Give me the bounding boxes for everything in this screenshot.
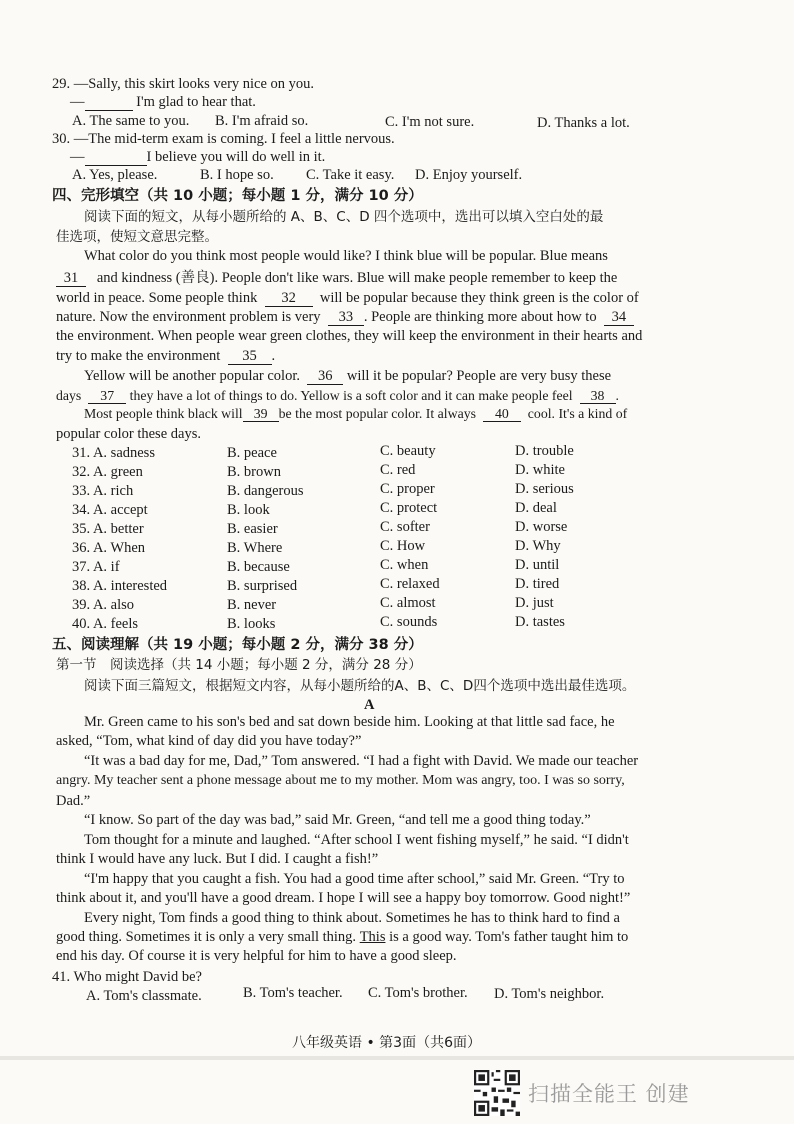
cloze-option-33-a: 33. A. rich: [72, 483, 134, 499]
cloze-option-34-a: 34. A. accept: [72, 502, 148, 518]
cloze-heading: 四、完形填空（共 10 小题；每小题 1 分，满分 10 分）: [52, 188, 423, 204]
cloze-option-35-c: C. softer: [380, 519, 430, 535]
cloze-line-3: [56, 289, 639, 307]
cloze-line-4: [56, 308, 634, 326]
passage-line-3: “It was a bad day for me, Dad,” Tom answered. “I had a fight with David. We made our teacher: [84, 753, 639, 769]
blank-32: 32: [265, 291, 313, 307]
cloze-instruction-1: 阅读下面的短文，从每小题所给的 A、B、C、D 四个选项中，选出可以填入空白处的最: [84, 209, 604, 225]
cloze-line-9-a: Most people think black will: [84, 406, 243, 421]
cloze-option-32-d: D. white: [515, 462, 565, 478]
q30-option-c: C. Take it easy.: [306, 167, 395, 183]
cloze-option-33-b: B. dangerous: [227, 483, 304, 499]
cloze-line-7-b: will it be popular? People are very busy these: [346, 368, 612, 384]
cloze-option-32-c: C. red: [380, 462, 416, 478]
cloze-line-8-a: days: [56, 388, 82, 403]
cloze-line-8-c: .: [615, 388, 619, 403]
q30-option-d: D. Enjoy yourself.: [415, 167, 523, 183]
underlined-this: This: [359, 929, 386, 945]
cloze-line-2-text: and kindness (善良). People don't like wars. Blue will make people remember to keep the: [96, 270, 618, 286]
passage-title: A: [364, 697, 375, 713]
passage-line-7: Tom thought for a minute and laughed. “After school I went fishing myself,” he said. “I didn't: [84, 832, 629, 848]
cloze-option-38-a: 38. A. interested: [72, 578, 168, 594]
cloze-option-40-d: D. tastes: [515, 614, 565, 630]
cloze-line-7: [84, 367, 611, 385]
q29-stem: 29. —Sally, this skirt looks very nice on you.: [52, 76, 315, 92]
cloze-option-37-d: D. until: [515, 557, 560, 573]
cloze-option-31-c: C. beauty: [380, 443, 436, 459]
blank-36: 36: [307, 369, 343, 385]
cloze-option-35-a: 35. A. better: [72, 521, 144, 537]
blank-39: 39: [243, 406, 279, 422]
scan-edge: [0, 1056, 794, 1060]
page-footer: 八年级英语 • 第3面（共6面）: [292, 1035, 481, 1051]
q29-option-b: B. I'm afraid so.: [215, 113, 309, 129]
passage-line-10: think about it, and you'll have a good dream. I hope I will see a happy boy tomorrow. Good night!”: [56, 890, 631, 906]
cloze-option-38-b: B. surprised: [227, 578, 298, 594]
blank-40: 40: [483, 406, 521, 422]
passage-line-6: “I know. So part of the day was bad,” said Mr. Green, “and tell me a good thing today.”: [84, 812, 591, 828]
cloze-option-40-b: B. looks: [227, 616, 276, 632]
cloze-line-5: the environment. When people wear green clothes, they will keep the environment in their hearts and: [56, 328, 643, 344]
passage-line-12-b: is a good way. Tom's father taught him to: [389, 929, 629, 945]
passage-line-8: think I would have any luck. But I did. I caught a fish!”: [56, 851, 379, 867]
cloze-line-3-a: world in peace. Some people think: [56, 290, 258, 306]
cloze-option-36-c: C. How: [380, 538, 426, 554]
cloze-option-36-b: B. Where: [227, 540, 283, 556]
cloze-option-34-c: C. protect: [380, 500, 438, 516]
cloze-line-9-c: cool. It's a kind of: [527, 406, 628, 421]
cloze-option-39-b: B. never: [227, 597, 277, 613]
q30-stem: 30. —The mid-term exam is coming. I feel a little nervous.: [52, 131, 395, 147]
cloze-option-31-a: 31. A. sadness: [72, 445, 155, 461]
q29-blank: [85, 95, 133, 111]
q29-option-a: A. The same to you.: [72, 113, 190, 129]
q29-reply-text: I'm glad to hear that.: [136, 94, 256, 110]
cloze-line-7-a: Yellow will be another popular color.: [84, 368, 300, 384]
cloze-option-34-d: D. deal: [515, 500, 557, 516]
passage-line-11: Every night, Tom finds a good thing to think about. Sometimes he has to think hard to find a: [84, 910, 620, 926]
cloze-option-33-d: D. serious: [515, 481, 574, 497]
passage-line-4: angry. My teacher sent a phone message about me to my mother. Mom was angry, too. I was so sorry,: [56, 773, 625, 788]
passage-line-12-a: good thing. Sometimes it is only a very small thing.: [56, 929, 357, 945]
cloze-line-9: [84, 405, 627, 423]
blank-33: 33: [328, 310, 364, 326]
cloze-line-9-b: be the most popular color. It always: [278, 406, 476, 421]
cloze-option-40-c: C. sounds: [380, 614, 438, 630]
cloze-line-2: [56, 269, 617, 287]
cloze-line-1: What color do you think most people would like? I think blue will be popular. Blue means: [84, 248, 608, 264]
reading-heading: 五、阅读理解（共 19 小题；每小题 2 分，满分 38 分）: [52, 637, 423, 653]
cloze-option-35-b: B. easier: [227, 521, 278, 537]
cloze-option-31-b: B. peace: [227, 445, 277, 461]
blank-35: 35: [228, 349, 272, 365]
q41-option-d: D. Tom's neighbor.: [494, 986, 605, 1002]
cloze-option-38-d: D. tired: [515, 576, 560, 592]
cloze-option-32-a: 32. A. green: [72, 464, 143, 480]
cloze-option-37-b: B. because: [227, 559, 290, 575]
cloze-option-34-b: B. look: [227, 502, 270, 518]
cloze-option-32-b: B. brown: [227, 464, 281, 480]
cloze-option-39-a: 39. A. also: [72, 597, 135, 613]
cloze-line-6: [56, 347, 275, 365]
blank-31: 31: [56, 271, 86, 287]
cloze-option-36-d: D. Why: [515, 538, 561, 554]
q29-reply: [70, 93, 256, 111]
scanner-watermark: [474, 1070, 690, 1116]
watermark-text: 扫描全能王 创建: [528, 1082, 690, 1106]
cloze-line-4-b: . People are thinking more about how to: [363, 309, 597, 325]
passage-line-12: [56, 928, 628, 946]
cloze-line-4-a: nature. Now the environment problem is very: [56, 309, 321, 325]
q30-blank: [85, 150, 147, 166]
cloze-instruction-2: 佳选项，使短文意思完整。: [56, 229, 218, 245]
blank-37: 37: [88, 388, 126, 404]
cloze-option-35-d: D. worse: [515, 519, 568, 535]
q30-reply-text: I believe you will do well in it.: [146, 149, 326, 165]
reading-instruction: 阅读下面三篇短文，根据短文内容，从每小题所给的A、B、C、D四个选项中选出最佳选项。: [84, 678, 636, 694]
q41-option-c: C. Tom's brother.: [368, 985, 468, 1001]
cloze-option-39-c: C. almost: [380, 595, 436, 611]
cloze-line-3-b: will be popular because they think green is the color of: [319, 290, 639, 306]
q41-stem: 41. Who might David be?: [52, 969, 202, 985]
qr-code-icon: [474, 1070, 520, 1116]
q30-option-a: A. Yes, please.: [72, 167, 158, 183]
q41-option-b: B. Tom's teacher.: [243, 985, 343, 1001]
cloze-option-37-a: 37. A. if: [72, 559, 120, 575]
q41-option-a: A. Tom's classmate.: [86, 988, 202, 1004]
cloze-option-38-c: C. relaxed: [380, 576, 440, 592]
cloze-line-10: popular color these days.: [56, 426, 201, 442]
cloze-option-36-a: 36. A. When: [72, 540, 146, 556]
q29-dash: —: [70, 94, 85, 110]
passage-line-5: Dad.”: [56, 793, 91, 809]
q29-option-d: D. Thanks a lot.: [537, 115, 630, 131]
q29-option-c: C. I'm not sure.: [385, 114, 475, 130]
passage-line-2: asked, “Tom, what kind of day did you have today?”: [56, 733, 362, 749]
cloze-line-8: [56, 387, 619, 405]
cloze-line-6-b: .: [271, 348, 276, 364]
reading-section: 第一节 阅读选择（共 14 小题；每小题 2 分，满分 28 分）: [56, 657, 422, 673]
cloze-option-37-c: C. when: [380, 557, 429, 573]
cloze-option-33-c: C. proper: [380, 481, 435, 497]
cloze-option-40-a: 40. A. feels: [72, 616, 139, 632]
cloze-option-31-d: D. trouble: [515, 443, 574, 459]
cloze-option-39-d: D. just: [515, 595, 554, 611]
blank-34: 34: [604, 310, 634, 326]
passage-line-13: end his day. Of course it is very helpful for him to have a good sleep.: [56, 948, 457, 964]
q30-dash: —: [70, 149, 85, 165]
passage-line-1: Mr. Green came to his son's bed and sat down beside him. Looking at that little sad face, he: [84, 714, 615, 730]
passage-line-9: “I'm happy that you caught a fish. You had a good time after school,” said Mr. Green. “Try to: [84, 871, 625, 887]
q30-option-b: B. I hope so.: [200, 167, 274, 183]
q30-reply: [70, 148, 325, 166]
cloze-line-6-a: try to make the environment: [56, 348, 221, 364]
cloze-line-8-b: they have a lot of things to do. Yellow is a soft color and it can make people feel: [129, 388, 573, 403]
blank-38: 38: [580, 388, 616, 404]
